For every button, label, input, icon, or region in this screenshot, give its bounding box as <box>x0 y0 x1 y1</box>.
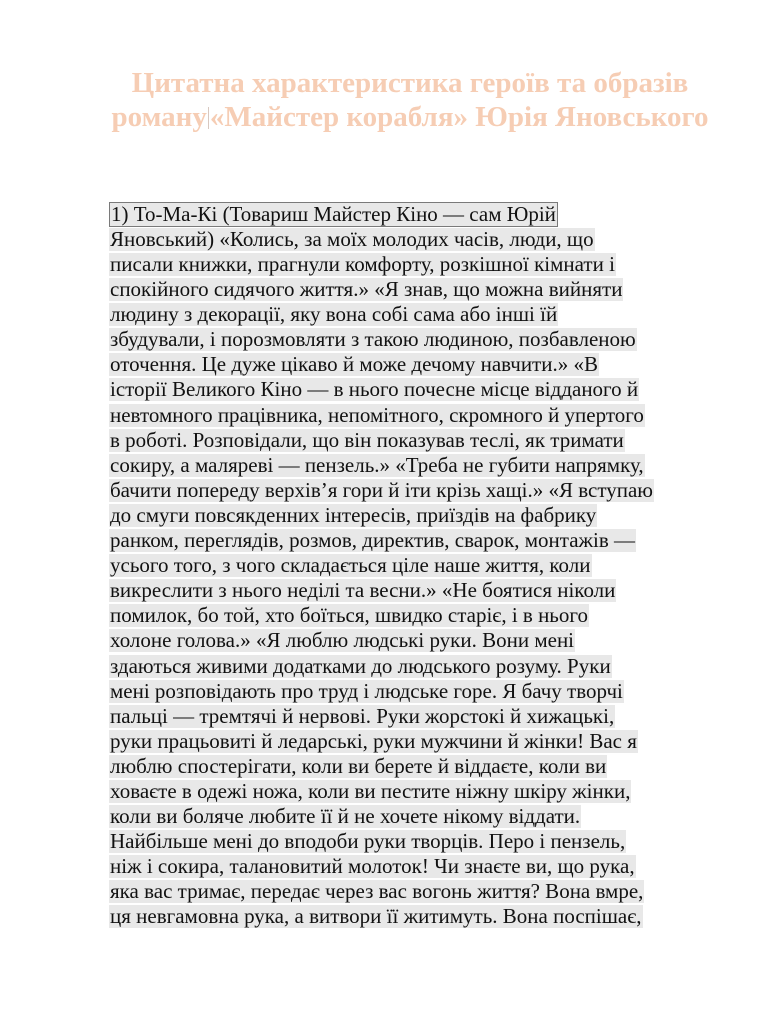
text-line <box>109 452 719 477</box>
text-line <box>109 753 719 778</box>
text-line-content: оточення. Це дуже цікаво й може дечому навчити.» «В <box>110 352 598 377</box>
text-line <box>109 352 719 377</box>
text-line-content: історії Великого Кіно — в нього почесне місце відданого й <box>110 377 639 402</box>
text-line-content: писали книжки, прагнули комфорту, розкішної кімнати і <box>110 252 615 277</box>
text-line-content: Найбільше мені до вподоби руки творців. Перо і пензель, <box>110 829 626 854</box>
text-line-content: холоне голова.» «Я люблю людські руки. Вони мені <box>110 628 575 653</box>
text-line-content: ця невгамовна рука, а витвори її житимуть. Вона поспішає, <box>110 904 642 929</box>
text-line-content: невтомного працівника, непомітного, скромного й упертого <box>110 402 644 427</box>
text-line-content: спокійного сидячого життя.» «Я знав, що можна вийняти <box>110 277 623 302</box>
text-line <box>109 477 719 502</box>
text-line-content: збудували, і порозмовляти з такою людиною, позбавленою <box>110 327 636 352</box>
document-title <box>110 66 710 134</box>
text-line <box>109 653 719 678</box>
text-line <box>109 527 719 552</box>
text-line-content: люблю спостерігати, коли ви берете й віддаєте, коли ви <box>110 753 607 778</box>
text-line <box>109 728 719 753</box>
document-body <box>109 201 719 929</box>
text-line-content: викреслити з нього неділі та весни.» «Не боятися ніколи <box>110 578 616 603</box>
text-line-content: помилок, бо той, хто боїться, швидко старіє, і в нього <box>110 603 588 628</box>
text-line-content: до смуги повсякденних інтересів, приїздів на фабрику <box>110 502 597 527</box>
text-line <box>109 778 719 803</box>
text-line-content: усього того, з чого складається ціле наше життя, коли <box>110 553 591 578</box>
text-line <box>109 427 719 452</box>
text-line <box>109 879 719 904</box>
text-line <box>109 904 719 929</box>
text-line <box>109 628 719 653</box>
text-line-content: бачити попереду верхів’я гори й іти крізь хащі.» «Я вступаю <box>110 477 653 502</box>
title-part-1: Цитатна характеристика героїв та образів роману <box>111 67 689 133</box>
text-line <box>109 678 719 703</box>
text-line <box>109 251 719 276</box>
text-cursor <box>208 107 209 129</box>
text-line-content: в роботі. Розповідали, що він показував теслі, як тримати <box>110 427 624 452</box>
text-line-content: ранком, переглядів, розмов, директив, сварок, монтажів — <box>110 528 636 553</box>
text-line <box>109 326 719 351</box>
text-line-content: руки працьовиті й ледарські, руки мужчини й жінки! Вас я <box>110 728 637 753</box>
text-line <box>109 703 719 728</box>
text-line-content: ніж і сокира, талановитий молоток! Чи знаєте ви, що рука, <box>110 854 635 879</box>
text-line <box>109 402 719 427</box>
text-line-content: ховаєте в одежі ножа, коли ви пестите ніжну шкіру жінки, <box>110 778 631 803</box>
text-line-content: сокиру, а маляреві — пензель.» «Треба не губити напрямку, <box>110 452 644 477</box>
text-line <box>109 377 719 402</box>
text-line <box>109 853 719 878</box>
text-line-content: мені розповідають про труд і людське горе. Я бачу творчі <box>110 678 623 703</box>
text-line-content: 1) То-Ма-Кі (Товариш Майстер Кіно — сам Юрій <box>111 201 556 226</box>
text-line <box>109 201 719 226</box>
text-line-content: пальці — тремтячі й нервові. Руки жорстокі й хижацькі, <box>110 703 615 728</box>
text-line <box>109 828 719 853</box>
text-line-content: здаються живими додатками до людського розуму. Руки <box>110 653 611 678</box>
text-line <box>109 226 719 251</box>
text-line <box>109 577 719 602</box>
text-line-content: людину з декорації, яку вона собі сама або інші їй <box>110 302 558 327</box>
text-line-content: Яновський) «Колись, за моїх молодих часів, люди, що <box>110 226 594 251</box>
title-part-2: «Майстер корабля» Юрія Яновського <box>209 101 709 133</box>
text-line-content: коли ви боляче любите її й не хочете нікому віддати. <box>110 804 581 829</box>
text-line <box>109 552 719 577</box>
text-line <box>109 276 719 301</box>
text-line <box>109 603 719 628</box>
text-line <box>109 803 719 828</box>
text-line <box>109 301 719 326</box>
text-line <box>109 502 719 527</box>
text-line-content: яка вас тримає, передає через вас вогонь життя? Вона вмре, <box>110 879 644 904</box>
